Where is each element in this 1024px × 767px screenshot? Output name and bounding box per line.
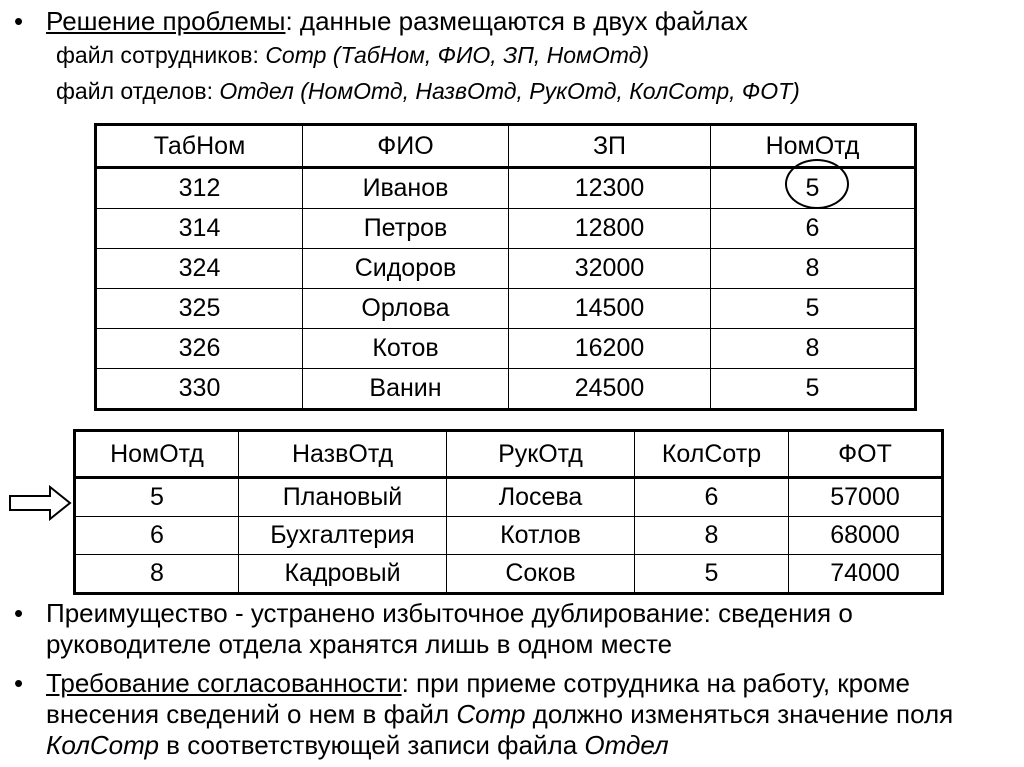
table-cell: 325 (96, 289, 303, 329)
table-cell: 326 (96, 329, 303, 369)
requirement-field: КолСотр (46, 730, 159, 760)
table-cell: 68000 (789, 517, 943, 555)
table-cell: 12300 (509, 168, 711, 209)
solution-heading (46, 6, 748, 37)
table-cell: 6 (711, 209, 916, 249)
table-cell: 6 (635, 478, 789, 517)
departments-file-line (56, 78, 800, 105)
table-row (96, 329, 916, 369)
table-cell: 330 (96, 369, 303, 410)
table-cell: 12800 (509, 209, 711, 249)
requirement-part: в соответствующей записи файла (158, 730, 585, 760)
table-row (96, 289, 916, 329)
table-cell: 5 (711, 289, 916, 329)
table-cell: 324 (96, 249, 303, 289)
column-header: НазвОтд (239, 431, 447, 478)
departments-table (73, 429, 944, 595)
employees-file-schema: Сотр (ТабНом, ФИО, ЗП, НомОтд) (265, 42, 649, 68)
table-cell: 6 (75, 517, 239, 555)
table-row (75, 517, 943, 555)
table-cell: 5 (711, 168, 916, 209)
table-cell: 74000 (789, 555, 943, 594)
requirement-text (46, 668, 1011, 761)
table-row (96, 249, 916, 289)
table-header-row (75, 431, 943, 478)
column-header: КолСотр (635, 431, 789, 478)
table-cell: 8 (75, 555, 239, 594)
table-cell: Сидоров (303, 249, 509, 289)
requirement-file-emp: Сотр (456, 699, 526, 729)
highlight-circle (785, 159, 849, 209)
table-cell: 312 (96, 168, 303, 209)
requirement-heading: Требование согласованности (46, 668, 402, 698)
pointer-arrow-icon (8, 485, 72, 521)
table-cell: Бухгалтерия (239, 517, 447, 555)
table-row (75, 478, 943, 517)
column-header: ФИО (303, 125, 509, 168)
table-cell: Кадровый (239, 555, 447, 594)
table-cell: 14500 (509, 289, 711, 329)
table-cell: Плановый (239, 478, 447, 517)
advantage-text: Преимущество - устранено избыточное дублирование: сведения о руководителе отдела хранятся лишь в одном месте (46, 598, 853, 659)
table-cell: 5 (75, 478, 239, 517)
table-cell: 5 (635, 555, 789, 594)
bullet-marker: • (14, 668, 24, 698)
table-cell: 5 (711, 369, 916, 410)
solution-heading-rest: : данные размещаются в двух файлах (285, 6, 748, 36)
table-cell: 32000 (509, 249, 711, 289)
column-header: ФОТ (789, 431, 943, 478)
table-cell: Иванов (303, 168, 509, 209)
employees-file-label: файл сотрудников: (56, 42, 266, 68)
table-cell: Соков (447, 555, 635, 594)
table-cell: Лосева (447, 478, 635, 517)
bullet-marker: • (14, 598, 24, 628)
solution-heading-underlined: Решение проблемы (46, 6, 286, 36)
table-cell: Орлова (303, 289, 509, 329)
table-cell: 57000 (789, 478, 943, 517)
requirement-part: должно изменяться значение поля (525, 699, 954, 729)
departments-file-label: файл отделов: (56, 78, 220, 104)
table-row (96, 369, 916, 410)
column-header: НомОтд (75, 431, 239, 478)
departments-file-schema: Отдел (НомОтд, НазвОтд, РукОтд, КолСотр, ФОТ) (219, 78, 800, 104)
table-cell: 8 (711, 249, 916, 289)
requirement-file-dep: Отдел (584, 730, 669, 760)
column-header: ТабНом (96, 125, 303, 168)
column-header: НомОтд (711, 125, 916, 168)
table-cell: 16200 (509, 329, 711, 369)
table-cell: Котов (303, 329, 509, 369)
column-header: ЗП (509, 125, 711, 168)
table-cell: Котлов (447, 517, 635, 555)
table-cell: 24500 (509, 369, 711, 410)
table-cell: Ванин (303, 369, 509, 410)
table-row (96, 209, 916, 249)
bullet-marker: • (14, 6, 24, 36)
table-cell: 8 (711, 329, 916, 369)
table-row (75, 555, 943, 594)
table-cell: 314 (96, 209, 303, 249)
employees-file-line (56, 42, 649, 69)
table-header-row (96, 125, 916, 168)
table-cell: Петров (303, 209, 509, 249)
requirement-part: : при приеме сотрудника на работу, кроме внесения сведений о нем в файл (46, 668, 910, 729)
table-cell: 8 (635, 517, 789, 555)
column-header: РукОтд (447, 431, 635, 478)
